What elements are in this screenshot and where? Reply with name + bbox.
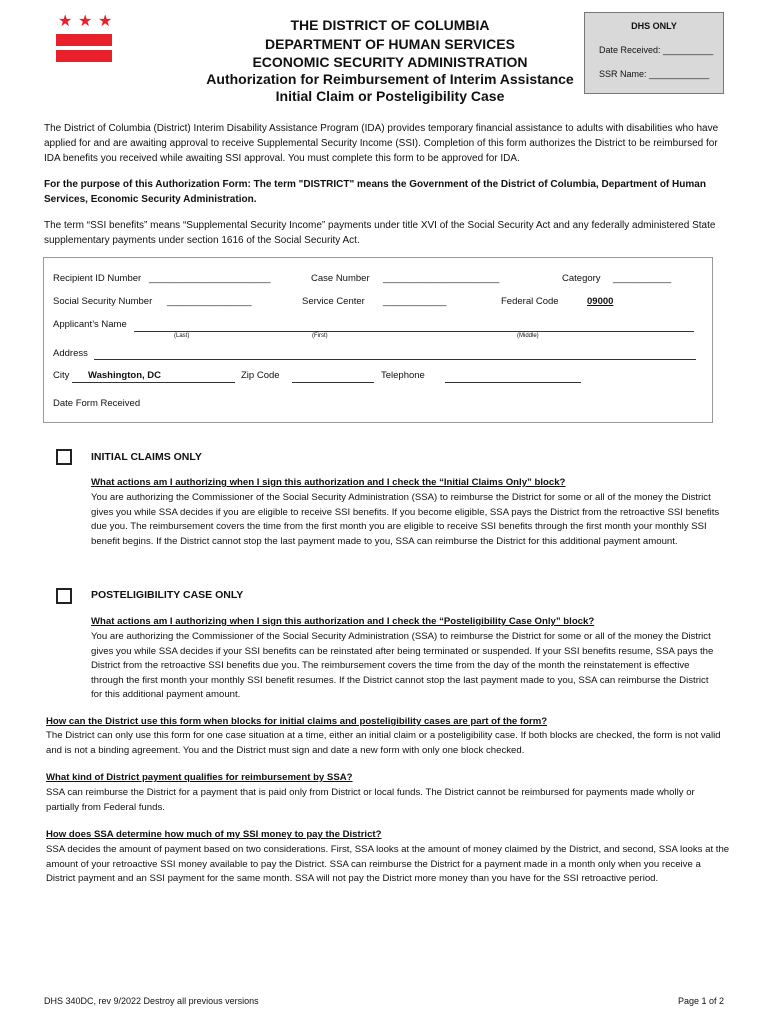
dhs-only-box	[584, 12, 724, 94]
address-label: Address	[53, 348, 88, 359]
district-definition: For the purpose of this Authorization Form: The term "DISTRICT" means the Government of the District of Columbia, Department of Human Services, Economic Security Administration.	[44, 179, 706, 205]
case-number-input[interactable]: ______________________	[383, 273, 500, 284]
category-input[interactable]: ___________	[613, 273, 672, 284]
faq-question-1: How can the District use this form when blocks for initial claims and posteligibility cases are part of the form?	[46, 716, 548, 727]
recipient-id-label: Recipient ID Number	[53, 273, 142, 284]
initial-claims-checkbox[interactable]	[56, 449, 72, 465]
form-subtitle: Initial Claim or Posteligibility Case	[275, 88, 505, 104]
header-line-3: ECONOMIC SECURITY ADMINISTRATION	[252, 54, 528, 70]
service-center-label: Service Center	[302, 296, 365, 307]
ssn-label: Social Security Number	[53, 296, 153, 307]
applicant-info-form	[43, 257, 713, 423]
middle-name-caption: (Middle)	[517, 333, 539, 339]
address-input[interactable]	[94, 359, 696, 360]
federal-code-value: 09000	[587, 296, 614, 307]
posteligibility-heading: POSTELIGIBILITY CASE ONLY	[91, 589, 244, 601]
date-form-received-label: Date Form Received	[53, 398, 141, 409]
intro-paragraph: The District of Columbia (District) Interim Disability Assistance Program (IDA) provides temporary financial assistance to adults with disabilities who have applied for and are awaiting approval to receive Supplemental Security Income (SSI). Completion of this form authorizes the District to be reimbursed for IDA benefits you received while awaiting SSI approval. You must complete this form to be approved for IDA.	[44, 123, 719, 164]
faq-answer-3: SSA decides the amount of payment based on two considerations. First, SSA looks at the amount of money claimed by the District, and second, SSA looks at the amount of your retroactive SSI money available to pay the District. SSA can reimburse the District for a payment made in a month only when you receive a District payment and an SSI payment for the same month. SSA will not pay the District more money than you have for the SSI retroactive period.	[46, 844, 730, 884]
posteligibility-question: What actions am I authorizing when I sign this authorization and I check the “Posteligibility Case Only” block?	[91, 616, 595, 627]
posteligibility-checkbox[interactable]	[56, 588, 72, 604]
form-title: Authorization for Reimbursement of Interim Assistance	[206, 71, 574, 87]
ssi-definition: The term “SSI benefits” means “Supplemental Security Income” payments under title XVI of the Social Security Act and any federally administered State supplementary payments under section 1616 of the Social Security Act.	[44, 220, 716, 246]
telephone-label: Telephone	[381, 370, 425, 381]
dhs-only-title: DHS ONLY	[631, 21, 677, 31]
ssr-name-field[interactable]: SSR Name: ____________	[599, 69, 710, 79]
flag-bar	[56, 50, 112, 62]
applicant-name-input[interactable]	[134, 331, 694, 332]
zip-code-input[interactable]	[292, 382, 374, 383]
federal-code-label: Federal Code	[501, 296, 559, 307]
faq-answer-2: SSA can reimburse the District for a payment that is paid only from District or local funds. The District cannot be reimbursed for payments made wholly or partially from Federal funds.	[46, 787, 695, 813]
header-line-2: DEPARTMENT OF HUMAN SERVICES	[265, 36, 515, 52]
zip-code-label: Zip Code	[241, 370, 280, 381]
case-number-label: Case Number	[311, 273, 370, 284]
initial-claims-heading: INITIAL CLAIMS ONLY	[91, 451, 202, 463]
date-received-field[interactable]: Date Received: __________	[599, 45, 714, 55]
city-input[interactable]	[72, 382, 235, 383]
recipient-id-input[interactable]: _______________________	[149, 273, 271, 284]
ssn-input[interactable]: ________________	[167, 296, 252, 307]
posteligibility-text: You are authorizing the Commissioner of the Social Security Administration (SSA) to reimburse the District for some or all of the money the District gives you while SSA decides if your SSI benefits can be reinstated after being terminated or suspended. If your SSI benefits resume, SSA pays the District from the retroactive SSI benefits due you. The reimbursement covers the time from the day of the month the reinstatement is effective through the first month your monthly SSI benefit resumes. If the District cannot stop the last payment made to you, SSA can reimburse the District for this additional payment amount.	[91, 631, 714, 700]
star-icon: ★	[58, 13, 73, 30]
faq-answer-1: The District can only use this form for one case situation at a time, either an initial claim or a posteligibility case. If both blocks are checked, the form is not valid and is not a binding agreement. You and the District must sign and date a new form with only one block checked.	[46, 730, 721, 756]
initial-claims-text: You are authorizing the Commissioner of the Social Security Administration (SSA) to reimburse the District for some or all of the money the District gives you while SSA decides if you are eligible to receive SSI benefits. If you become eligible, SSA pays the District from the retroactive SSI benefits due you. The reimbursement covers the time from the first month you are eligible to receive SSI benefits through the first month your monthly SSI benefit begins. If the District cannot stop the last payment made to you, SSA can reimburse the District for this additional payment amount.	[91, 492, 720, 547]
faq-question-2: What kind of District payment qualifies for reimbursement by SSA?	[46, 772, 353, 783]
city-value: Washington, DC	[88, 370, 161, 381]
page-number: Page 1 of 2	[678, 996, 725, 1006]
faq-question-3: How does SSA determine how much of my SSI money to pay the District?	[46, 829, 382, 840]
initial-claims-question: What actions am I authorizing when I sign this authorization and I check the “Initial Claims Only” block?	[91, 477, 566, 488]
header-line-1: THE DISTRICT OF COLUMBIA	[290, 17, 490, 33]
star-icon: ★	[78, 13, 93, 30]
star-icon: ★	[98, 13, 113, 30]
category-label: Category	[562, 273, 601, 284]
form-revision: DHS 340DC, rev 9/2022 Destroy all previous versions	[44, 996, 259, 1006]
last-name-caption: (Last)	[174, 333, 190, 339]
city-label: City	[53, 370, 70, 381]
telephone-input[interactable]	[445, 382, 581, 383]
first-name-caption: (First)	[312, 333, 328, 339]
applicant-name-label: Applicant’s Name	[53, 319, 127, 330]
flag-bar	[56, 34, 112, 46]
service-center-input[interactable]: ____________	[383, 296, 447, 307]
